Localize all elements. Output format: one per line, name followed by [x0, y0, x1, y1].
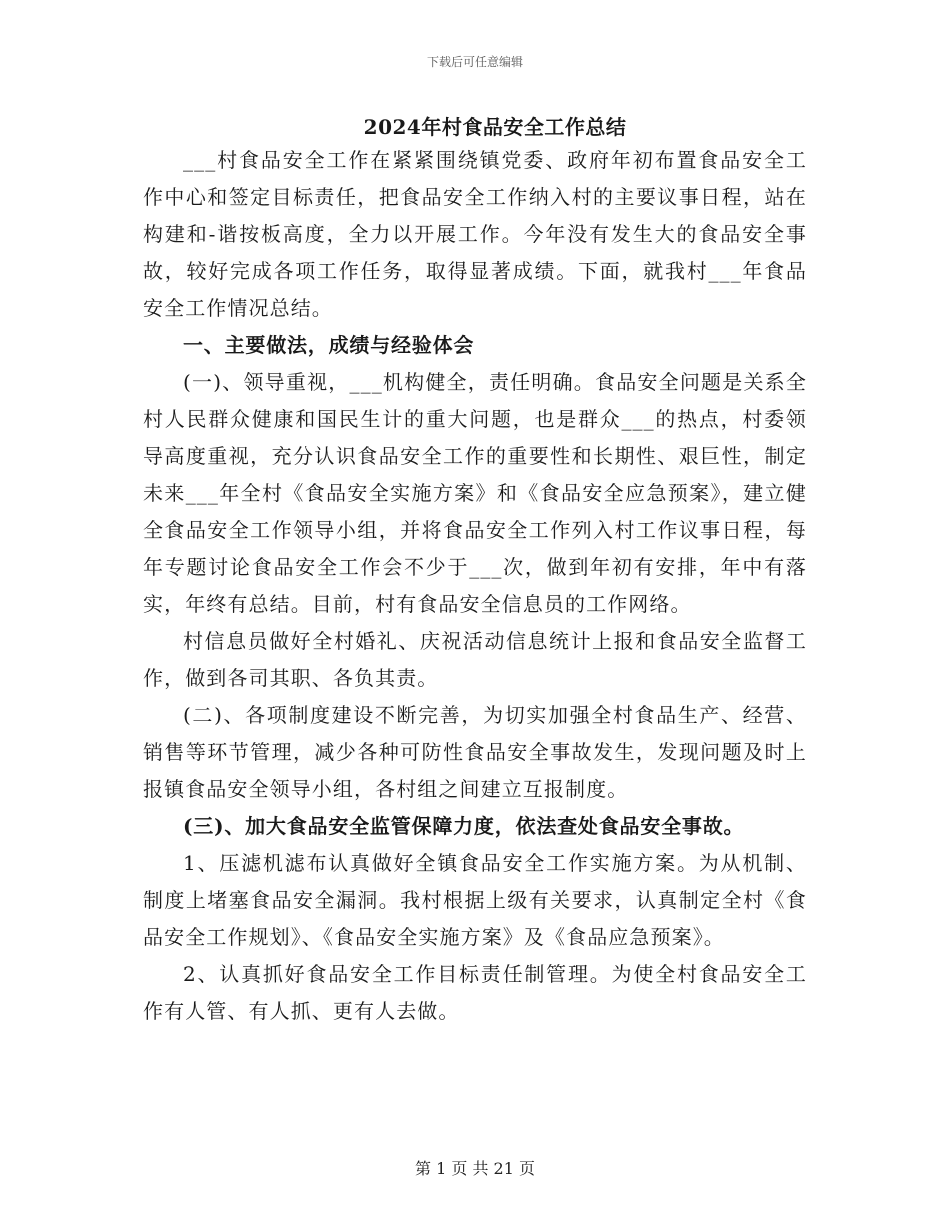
paragraph-systems: (二)、各项制度建设不断完善，为切实加强全村食品生产、经营、销售等环节管理，减少各种可防性食品安全事故发生，发现问题及时上报镇食品安全领导小组，各村组之间建立互报制度。 — [143, 703, 807, 801]
page-number: 第 1 页 共 21 页 — [415, 1159, 535, 1178]
page-header-note: 下载后可任意编辑 — [426, 55, 523, 69]
paragraph-item-2: 2、认真抓好食品安全工作目标责任制管理。为使全村食品安全工作有人管、有人抓、更有人去做。 — [143, 962, 807, 1023]
paragraph-item-1: 1、压滤机滤布认真做好全镇食品安全工作实施方案。为从机制、制度上堵塞食品安全漏洞。我村根据上级有关要求，认真制定全村《食品安全工作规划》、《食品安全实施方案》及《食品应急预案》。 — [143, 851, 807, 949]
intro-paragraph: ___村食品安全工作在紧紧围绕镇党委、政府年初布置食品安全工作中心和签定目标责任，把食品安全工作纳入村的主要议事日程，站在构建和-谐按板高度，全力以开展工作。今年没有发生大的食品安全事故，较好完成各项工作任务，取得显著成绩。下面，就我村___年食品安全工作情况总结。 — [143, 148, 807, 320]
section-heading-1: 一、主要做法，成绩与经验体会 — [183, 333, 475, 357]
paragraph-informants: 村信息员做好全村婚礼、庆祝活动信息统计上报和食品安全监督工作，做到各司其职、各负其责。 — [143, 629, 807, 690]
paragraph-leadership: (一)、领导重视，___机构健全，责任明确。食品安全问题是关系全村人民群众健康和国民生计的重大问题，也是群众___的热点，村委领导高度重视，充分认识食品安全工作的重要性和长期性、艰巨性，制定未来___年全村《食品安全实施方案》和《食品安全应急预案》，建立健全食品安全工作领导小组，并将食品安全工作列入村工作议事日程，每年专题讨论食品安全工作会不少于___次，做到年初有安排，年中有落实，年终有总结。目前，村有食品安全信息员的工作网络。 — [143, 370, 807, 616]
section-heading-3: (三)、加大食品安全监管保障力度，依法查处食品安全事故。 — [183, 814, 745, 838]
document-title: 2024年村食品安全工作总结 — [363, 115, 627, 139]
document-body — [143, 112, 807, 1030]
